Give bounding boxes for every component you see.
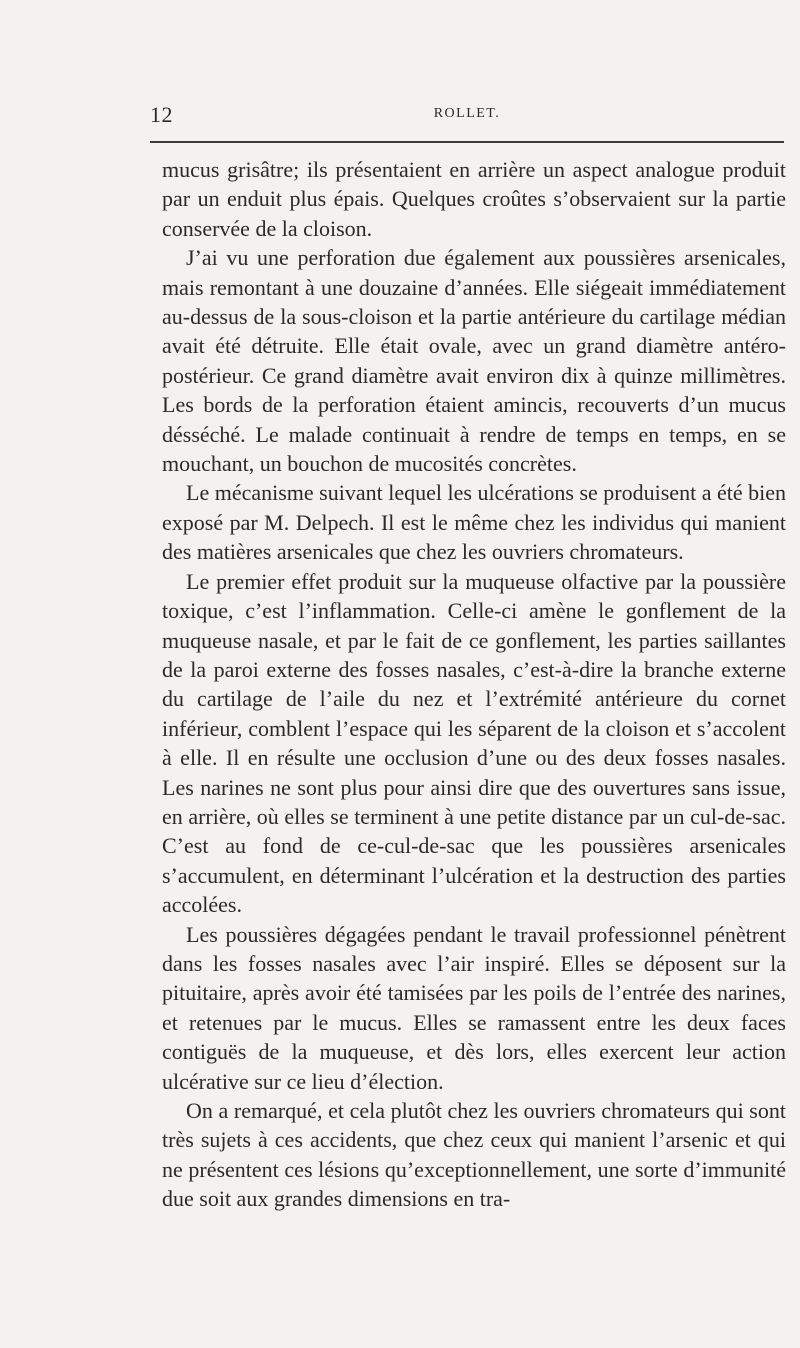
paragraph-immunity: On a remarqué, et cela plutôt chez les ouvriers chromateurs qui sont très sujets à ces accidents, que chez ceux qui manient l’arsenic et qui ne présentent ces lésions qu’exceptionnellement, une sorte d’immunité due soit aux grandes dimensions en tra- (162, 1098, 786, 1212)
paragraph-dust: Les poussières dégagées pendant le travail professionnel pénètrent dans les fosses nasales avec l’air inspiré. Elles se déposent sur la pituitaire, après avoir été tamisées par les poils de l’entrée des narines, et retenues par le mucus. Elles se ramassent entre les deux faces contiguës de la muqueuse, et dès lors, elles exercent leur action ulcérative sur ce lieu d’élection. (162, 921, 786, 1094)
page-header (150, 100, 784, 130)
body-text (162, 155, 786, 1214)
page-number: 12 (150, 102, 173, 127)
paragraph-perforation: J’ai vu une perforation due également aux poussières arsenicales, mais remontant à une douzaine d’années. Elle siégeait immédiatement au-dessus de la sous-cloison et la partie antérieure du cartilage médian avait été détruite. Elle était ovale, avec un grand diamètre antéro-postérieur. Ce grand diamètre avait environ dix à quinze millimètres. Les bords de la perforation étaient amincis, recouverts d’un mucus désséché. Le malade continuait à rendre de temps en temps, en se mouchant, un bouchon de mucosités concrètes. (162, 245, 786, 477)
header-rule (150, 141, 784, 143)
paragraph-continuation: mucus grisâtre; ils présentaient en arrière un aspect analogue produit par un enduit plus épais. Quelques croûtes s’observaient sur la partie conservée de la cloison. (162, 157, 786, 241)
paragraph-mechanism: Le mécanisme suivant lequel les ulcérations se produisent a été bien exposé par M. Delpech. Il est le même chez les individus qui manient des matières arsenicales que chez les ouvriers chromateurs. (162, 480, 786, 565)
paragraph-inflammation: Le premier effet produit sur la muqueuse olfactive par la poussière toxique, c’est l’inflammation. Celle-ci amène le gonflement de la muqueuse nasale, et par le fait de ce gonflement, les parties saillantes de la paroi externe des fosses nasales, c’est-à-dire la branche externe du cartilage de l’aile du nez et l’extrémité antérieure du cornet inférieur, comblent l’espace qui les séparent de la cloison et s’accolent à elle. Il en résulte une occlusion d’une ou des deux fosses nasales. Les narines ne sont plus pour ainsi dire que des ouvertures sans issue, en arrière, où elles se terminent à une petite distance par un cul-de-sac. C’est au fond de ce-cul-de-sac que les poussières arsenicales s’accumulent, en déterminant l’ulcération et la destruction des parties accolées. (162, 568, 786, 918)
running-head: ROLLET. (433, 106, 501, 121)
